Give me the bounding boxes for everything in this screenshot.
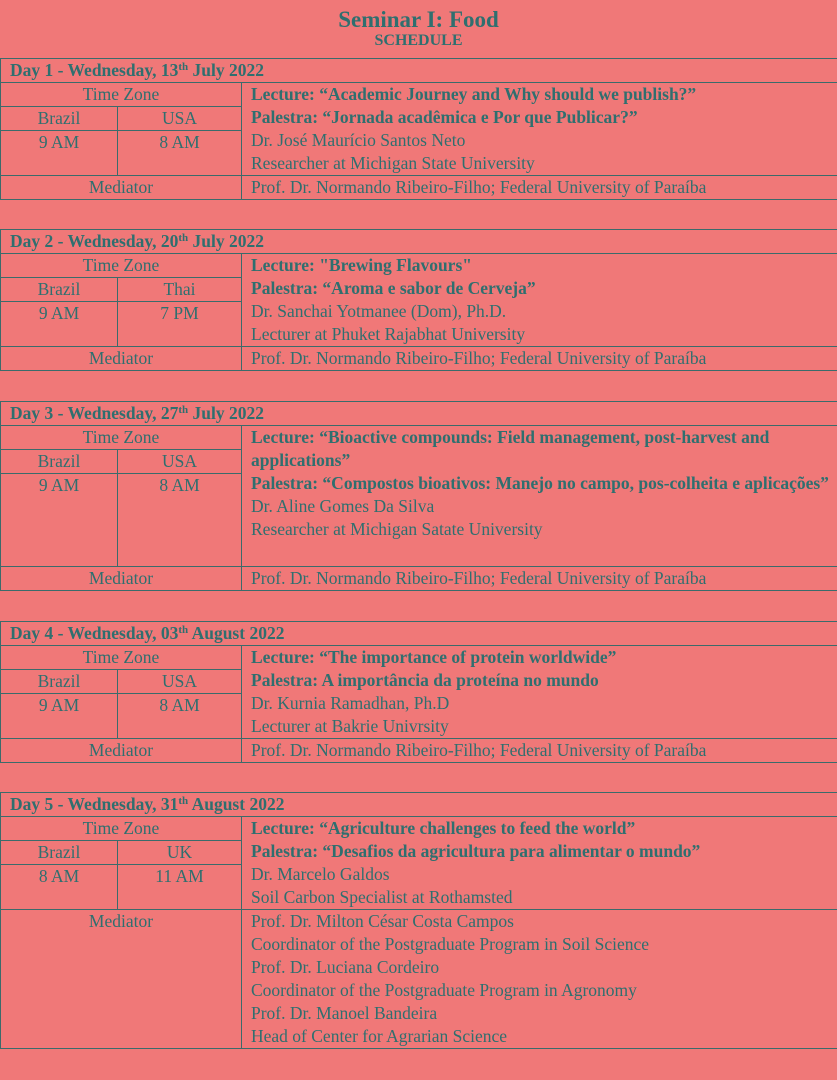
day-1-lecture-info (242, 83, 837, 176)
lecture-title: Lecture: “The importance of protein worldwide” (251, 647, 617, 667)
time-zone-label: Time Zone (1, 254, 242, 278)
day-3-section (0, 401, 837, 591)
palestra-title: Palestra: “Jornada acadêmica e Por que Publicar?” (251, 107, 638, 127)
speaker-affiliation: Lecturer at Bakrie Univrsity (251, 716, 449, 736)
speaker-affiliation: Researcher at Michigan Satate University (251, 519, 543, 539)
speaker-name: Dr. Sanchai Yotmanee (Dom), Ph.D. (251, 301, 507, 321)
time-zone-label: Time Zone (1, 426, 242, 450)
day-2-section (0, 229, 837, 371)
zone-1: Brazil (1, 278, 118, 302)
lecture-title: Lecture: "Brewing Flavours" (251, 255, 472, 275)
day-3-lecture-info (242, 426, 837, 567)
time-zone-label: Time Zone (1, 646, 242, 670)
palestra-title: Palestra: “Aroma e sabor de Cerveja” (251, 278, 536, 298)
time-zone-label: Time Zone (1, 817, 242, 841)
mediator-value: Prof. Dr. Normando Ribeiro-Filho; Federal University of Paraíba (242, 176, 837, 200)
palestra-title: Palestra: “Desafios da agricultura para alimentar o mundo” (251, 841, 701, 861)
time-1: 9 AM (1, 694, 118, 739)
zone-2: USA (118, 450, 242, 474)
title: Seminar I: Food (338, 7, 499, 32)
day-4-section (0, 621, 837, 763)
zone-1: Brazil (1, 450, 118, 474)
time-zone-label: Time Zone (1, 83, 242, 107)
day-5-table (0, 792, 837, 1049)
time-2: 8 AM (118, 474, 242, 567)
speaker-name: Dr. José Maurício Santos Neto (251, 130, 466, 150)
day-5-section (0, 792, 837, 1049)
time-2: 8 AM (118, 694, 242, 739)
mediator-3-role: Head of Center for Agrarian Science (251, 1026, 508, 1046)
day-5-header: Day 5 - Wednesday, 31th August 2022 (1, 793, 837, 817)
mediator-list (242, 910, 837, 1049)
zone-1: Brazil (1, 841, 118, 865)
time-1: 9 AM (1, 302, 118, 347)
zone-1: Brazil (1, 107, 118, 131)
time-1: 8 AM (1, 865, 118, 910)
speaker-name: Dr. Kurnia Ramadhan, Ph.D (251, 693, 450, 713)
time-1: 9 AM (1, 131, 118, 176)
day-4-header: Day 4 - Wednesday, 03th August 2022 (1, 622, 837, 646)
day-1-section (0, 58, 837, 200)
day-2-lecture-info (242, 254, 837, 347)
day-4-lecture-info (242, 646, 837, 739)
mediator-value: Prof. Dr. Normando Ribeiro-Filho; Federal University of Paraíba (242, 347, 837, 371)
mediator-1-name: Prof. Dr. Milton César Costa Campos (251, 911, 514, 931)
zone-2: UK (118, 841, 242, 865)
speaker-name: Dr. Aline Gomes Da Silva (251, 496, 435, 516)
palestra-title: Palestra: “Compostos bioativos: Manejo no campo, pos-colheita e aplicações” (251, 473, 829, 493)
day-4-table (0, 621, 837, 763)
day-2-header: Day 2 - Wednesday, 20th July 2022 (1, 230, 837, 254)
speaker-affiliation: Researcher at Michigan State University (251, 153, 535, 173)
mediator-label: Mediator (1, 176, 242, 200)
day-3-table (0, 401, 837, 591)
lecture-title: Lecture: “Agriculture challenges to feed the world” (251, 818, 636, 838)
mediator-label: Mediator (1, 567, 242, 591)
subtitle: SCHEDULE (374, 32, 463, 49)
zone-2: USA (118, 670, 242, 694)
time-2: 8 AM (118, 131, 242, 176)
zone-2: USA (118, 107, 242, 131)
day-2-table (0, 229, 837, 371)
time-2: 7 PM (118, 302, 242, 347)
day-1-header: Day 1 - Wednesday, 13th July 2022 (1, 59, 837, 83)
lecture-title: Lecture: “Bioactive compounds: Field management, post-harvest and applications” (251, 427, 770, 470)
mediator-value: Prof. Dr. Normando Ribeiro-Filho; Federal University of Paraíba (242, 739, 837, 763)
mediator-1-role: Coordinator of the Postgraduate Program in Soil Science (251, 934, 650, 954)
speaker-name: Dr. Marcelo Galdos (251, 864, 390, 884)
mediator-value: Prof. Dr. Normando Ribeiro-Filho; Federal University of Paraíba (242, 567, 837, 591)
mediator-2-name: Prof. Dr. Luciana Cordeiro (251, 957, 440, 977)
time-1: 9 AM (1, 474, 118, 567)
day-5-lecture-info (242, 817, 837, 910)
speaker-affiliation: Soil Carbon Specialist at Rothamsted (251, 887, 513, 907)
lecture-title: Lecture: “Academic Journey and Why should we publish?” (251, 84, 697, 104)
speaker-affiliation: Lecturer at Phuket Rajabhat University (251, 324, 526, 344)
time-2: 11 AM (118, 865, 242, 910)
mediator-label: Mediator (1, 910, 242, 1049)
mediator-label: Mediator (1, 347, 242, 371)
zone-2: Thai (118, 278, 242, 302)
mediator-3-name: Prof. Dr. Manoel Bandeira (251, 1003, 438, 1023)
mediator-label: Mediator (1, 739, 242, 763)
day-1-table (0, 58, 837, 200)
zone-1: Brazil (1, 670, 118, 694)
palestra-title: Palestra: A importância da proteína no mundo (251, 670, 599, 690)
day-3-header: Day 3 - Wednesday, 27th July 2022 (1, 402, 837, 426)
mediator-2-role: Coordinator of the Postgraduate Program in Agronomy (251, 980, 637, 1000)
